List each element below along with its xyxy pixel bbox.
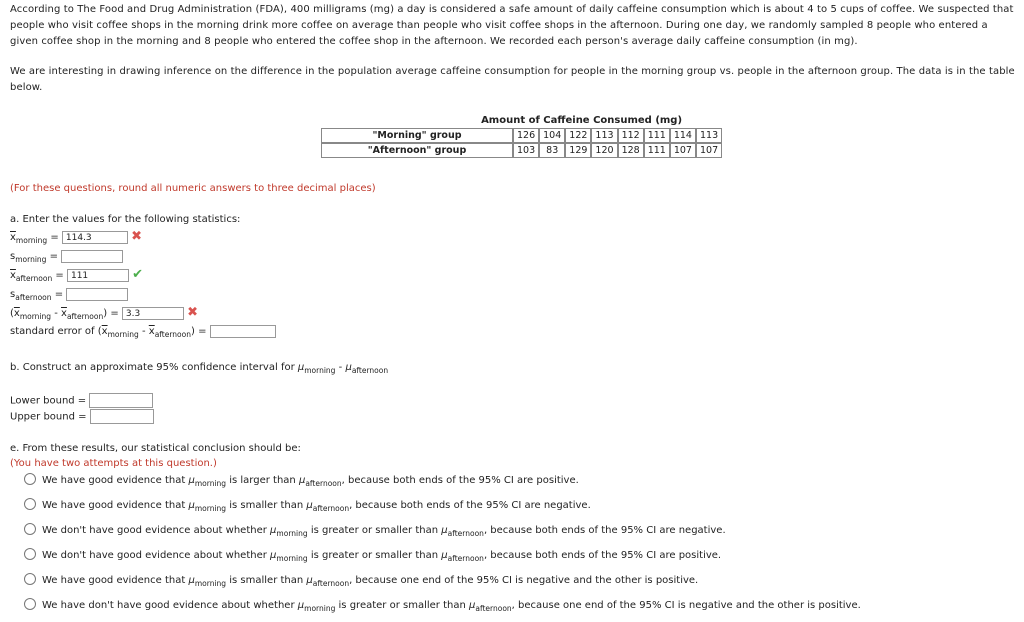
- paren: ): [103, 308, 108, 319]
- mu-symbol: μ: [441, 525, 448, 536]
- x-bar-symbol: $\overline{x}$: [10, 232, 16, 243]
- option-text-a: We don't have good evidence about whether: [42, 525, 267, 536]
- table-cell: 107: [670, 143, 696, 158]
- equals-sign: =: [54, 289, 64, 300]
- difference-input[interactable]: 3.3: [122, 307, 184, 320]
- table-cell: 111: [644, 128, 670, 143]
- table-cell: 113: [591, 128, 617, 143]
- answer-option-1[interactable]: [24, 472, 579, 490]
- mu-symbol: μ: [306, 575, 313, 586]
- option-text-a: We have good evidence that: [42, 475, 186, 486]
- subscript: afternoon: [447, 554, 484, 563]
- table-cell: 107: [696, 143, 722, 158]
- upper-bound-label: Upper bound =: [10, 411, 87, 423]
- part-b-heading-row: [10, 360, 388, 376]
- check-icon: ✔: [132, 267, 144, 282]
- s-afternoon-input[interactable]: [66, 288, 128, 301]
- answer-option-3[interactable]: [24, 522, 726, 540]
- mu-symbol: μ: [297, 362, 305, 373]
- table-cell: 128: [618, 143, 644, 158]
- option-text-b: is larger than: [229, 475, 296, 486]
- table-cell: 83: [539, 143, 565, 158]
- mu-symbol: μ: [345, 362, 352, 373]
- radio-button[interactable]: [24, 573, 36, 585]
- table-cell: 112: [618, 128, 644, 143]
- mu-symbol: μ: [306, 500, 313, 511]
- option-text-a: We don't have good evidence about whether: [42, 550, 267, 561]
- mu-symbol: μ: [468, 600, 476, 611]
- x-morning-input[interactable]: 114.3: [62, 231, 128, 244]
- equals-sign: =: [50, 232, 59, 243]
- radio-button[interactable]: [24, 548, 36, 560]
- equals-sign: =: [49, 251, 58, 262]
- subscript: afternoon: [351, 366, 389, 375]
- x-bar-symbol: $\overline{x}$: [61, 308, 67, 319]
- x-bar-symbol: $\overline{x}$: [101, 326, 108, 337]
- radio-button[interactable]: [24, 498, 36, 510]
- upper-bound-input[interactable]: [90, 409, 154, 424]
- option-text-a: We have don't have good evidence about whether: [42, 600, 295, 611]
- option-text-c: , because one end of the 95% CI is negative and the other is positive.: [511, 600, 861, 611]
- subscript: afternoon: [15, 274, 53, 283]
- paren: ): [190, 326, 195, 337]
- subscript: morning: [19, 312, 52, 321]
- x-morning-row: [10, 229, 142, 245]
- equals-sign: =: [198, 326, 207, 337]
- equals-sign: =: [55, 270, 64, 281]
- minus-sign: -: [141, 326, 146, 337]
- mu-symbol: μ: [270, 525, 277, 536]
- difference-row: [10, 305, 198, 321]
- answer-option-6[interactable]: [24, 597, 861, 615]
- answer-option-2[interactable]: [24, 497, 591, 515]
- subscript: morning: [194, 579, 227, 588]
- table-cell: 114: [670, 128, 696, 143]
- subscript: afternoon: [312, 579, 350, 588]
- option-text-c: , because both ends of the 95% CI are positive.: [483, 550, 722, 561]
- subscript: afternoon: [312, 504, 350, 513]
- x-bar-symbol: $\overline{x}$: [148, 326, 155, 337]
- subscript: morning: [276, 554, 308, 563]
- mu-symbol: μ: [188, 500, 195, 511]
- subscript: morning: [194, 504, 227, 513]
- table-row-morning: [321, 128, 722, 143]
- radio-button[interactable]: [24, 523, 36, 535]
- option-text-b: is greater or smaller than: [310, 550, 439, 561]
- s-symbol: s: [10, 251, 16, 262]
- table-cell: 111: [644, 143, 670, 158]
- minus-sign: -: [338, 362, 343, 373]
- subscript: afternoon: [66, 312, 104, 321]
- option-text-a: We have good evidence that: [42, 575, 186, 586]
- upper-bound-row: [10, 409, 154, 425]
- option-text-b: is greater or smaller than: [310, 525, 439, 536]
- part-a-heading: a. Enter the values for the following statistics:: [10, 214, 241, 225]
- intro-paragraph-1: According to The Food and Drug Administration (FDA), 400 milligrams (mg) a day is considered a safe amount of daily caffeine consumption which is about 4 to 5 cups of coffee. We suspected that people who visit coffee shops in the morning drink more coffee on average than people who visit coffee shops in the afternoon. During one day, we randomly sampled 8 people who entered a given coffee shop in the morning and 8 people who entered the coffee shop in the afternoon. We recorded each person's average daily caffeine consumption (in mg).: [10, 4, 1014, 47]
- x-bar-symbol: $\overline{x}$: [10, 270, 16, 281]
- data-table: [321, 128, 722, 158]
- standard-error-input[interactable]: [210, 325, 276, 338]
- s-morning-input[interactable]: [61, 250, 123, 263]
- intro-paragraph-2: We are interesting in drawing inference on the difference in the population average caffeine consumption for people in the morning group vs. people in the afternoon group. The data is in the table below.: [10, 66, 1015, 93]
- option-text-b: is greater or smaller than: [338, 600, 466, 611]
- table-caption: Amount of Caffeine Consumed (mg): [481, 115, 683, 126]
- lower-bound-label: Lower bound =: [10, 395, 87, 407]
- subscript: morning: [15, 255, 47, 264]
- mu-symbol: μ: [441, 550, 448, 561]
- x-afternoon-input[interactable]: 111: [67, 269, 129, 282]
- table-row-afternoon: [321, 143, 722, 158]
- se-label: standard error of: [10, 326, 95, 337]
- mu-symbol: μ: [188, 575, 195, 586]
- mu-symbol: μ: [270, 550, 277, 561]
- rounding-note: (For these questions, round all numeric answers to three decimal places): [10, 183, 376, 194]
- lower-bound-row: [10, 393, 153, 409]
- mu-symbol: μ: [297, 600, 305, 611]
- caffeine-table: [321, 114, 722, 158]
- row-label: "Afternoon" group: [321, 143, 513, 158]
- answer-option-5[interactable]: [24, 572, 698, 590]
- s-afternoon-row: [10, 287, 128, 303]
- lower-bound-input[interactable]: [89, 393, 153, 408]
- table-cell: 103: [513, 143, 539, 158]
- s-symbol: s: [10, 289, 16, 300]
- option-text-b: is smaller than: [229, 575, 304, 586]
- option-text-a: We have good evidence that: [42, 500, 186, 511]
- cross-icon: ✖: [131, 229, 142, 244]
- part-b-heading: b. Construct an approximate 95% confidence interval for: [10, 362, 295, 373]
- table-cell: 120: [591, 143, 617, 158]
- x-afternoon-row: [10, 267, 143, 283]
- row-label: "Morning" group: [321, 128, 513, 143]
- table-cell: 113: [696, 128, 722, 143]
- s-morning-row: [10, 249, 123, 265]
- cross-icon: ✖: [187, 305, 198, 320]
- x-bar-symbol: $\overline{x}$: [13, 308, 20, 319]
- subscript: morning: [194, 479, 227, 488]
- subscript: morning: [304, 366, 336, 375]
- answer-option-4[interactable]: [24, 547, 721, 565]
- attempts-note: (You have two attempts at this question.): [10, 458, 217, 469]
- option-text-c: , because both ends of the 95% CI are positive.: [341, 475, 579, 486]
- paren: (: [97, 326, 102, 337]
- minus-sign: -: [54, 308, 58, 319]
- table-cell: 122: [565, 128, 591, 143]
- subscript: morning: [107, 330, 139, 339]
- standard-error-row: [10, 324, 276, 340]
- mu-symbol: μ: [298, 475, 306, 486]
- radio-button[interactable]: [24, 598, 36, 610]
- equals-sign: =: [110, 308, 119, 319]
- option-text-c: , because one end of the 95% CI is negative and the other is positive.: [349, 575, 699, 586]
- radio-button[interactable]: [24, 473, 36, 485]
- subscript: afternoon: [447, 529, 484, 538]
- subscript: afternoon: [475, 604, 512, 613]
- table-cell: 104: [539, 128, 565, 143]
- subscript: afternoon: [154, 330, 191, 339]
- subscript: morning: [15, 236, 48, 245]
- option-text-c: , because both ends of the 95% CI are negative.: [483, 525, 726, 536]
- table-cell: 129: [565, 143, 591, 158]
- mu-symbol: μ: [188, 475, 195, 486]
- subscript: morning: [276, 529, 308, 538]
- table-cell: 126: [513, 128, 539, 143]
- paren: (: [10, 308, 14, 319]
- subscript: afternoon: [15, 293, 52, 302]
- option-text-b: is smaller than: [229, 500, 304, 511]
- option-text-c: , because both ends of the 95% CI are negative.: [349, 500, 591, 511]
- part-e-heading: e. From these results, our statistical conclusion should be:: [10, 443, 301, 454]
- subscript: afternoon: [305, 479, 342, 488]
- subscript: morning: [304, 604, 336, 613]
